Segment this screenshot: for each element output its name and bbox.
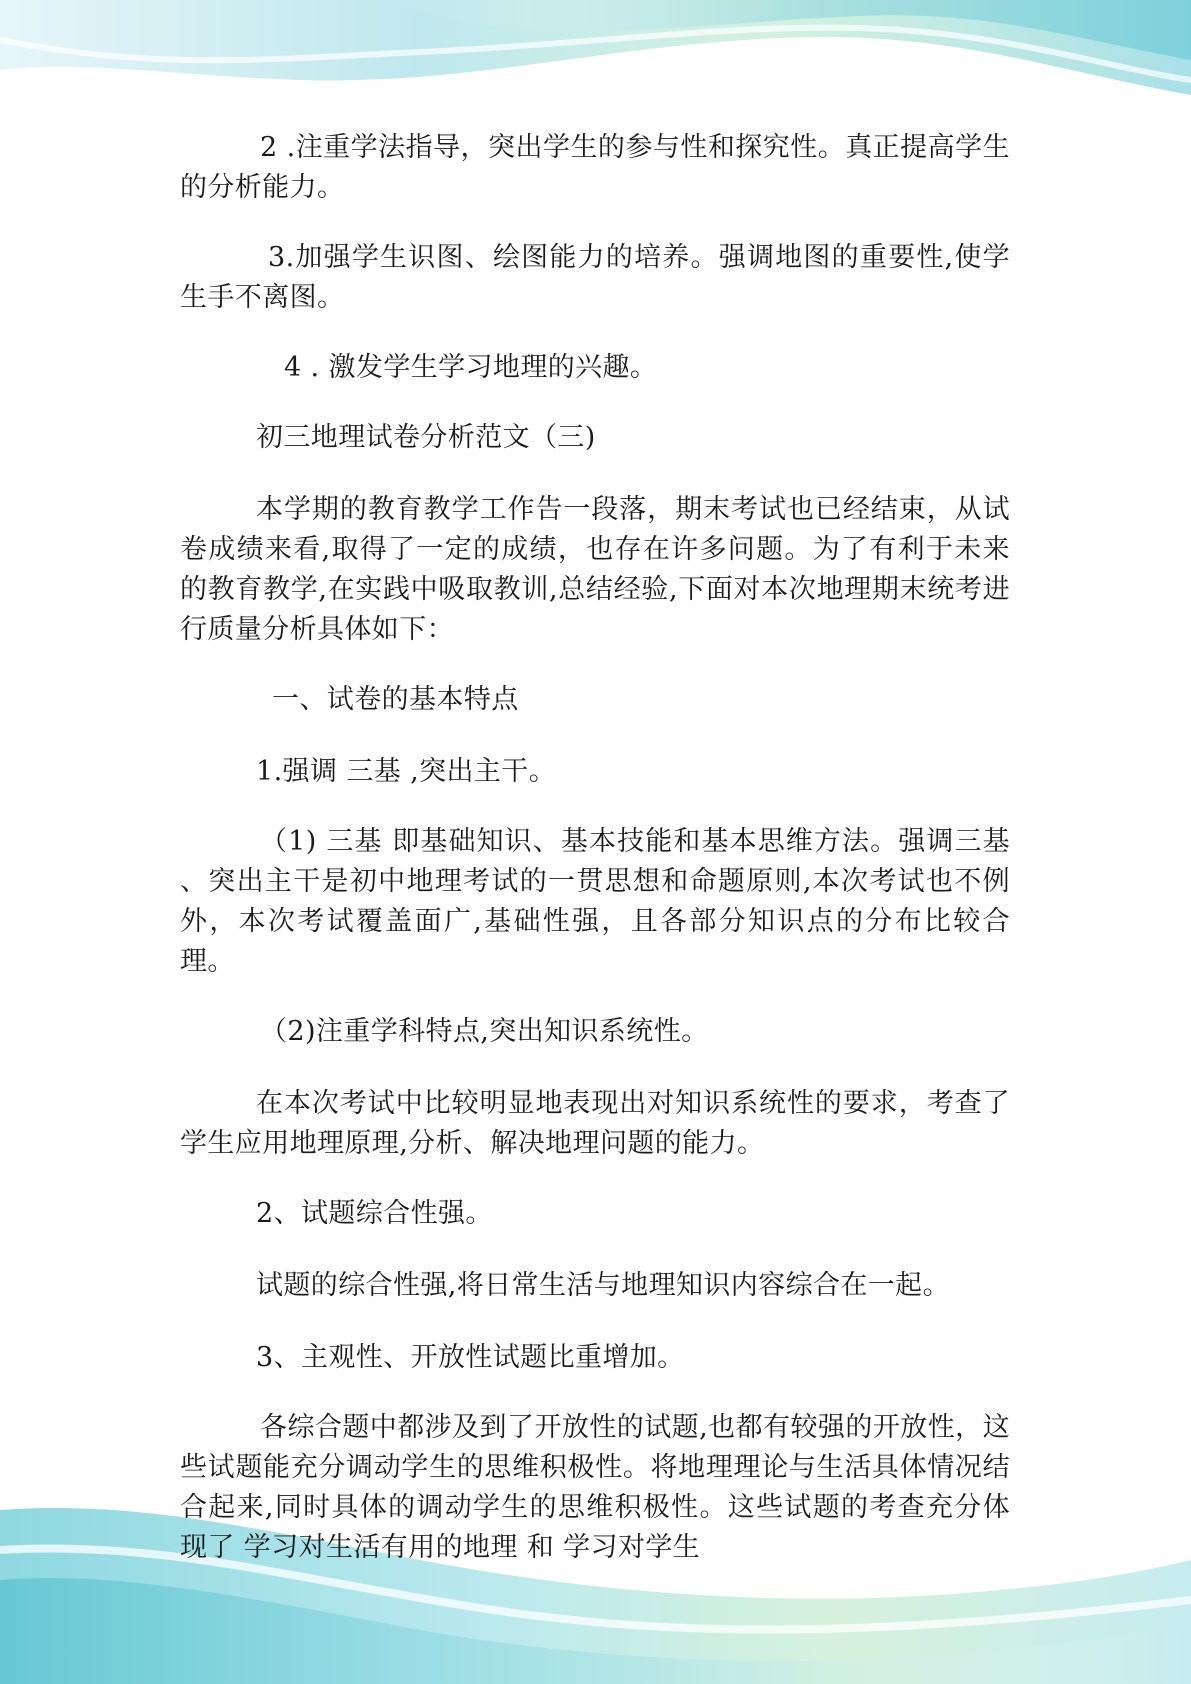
decorative-wave-top <box>0 0 1191 130</box>
paragraph-comprehensive: 试题的综合性强,将日常生活与地理知识内容综合在一起。 <box>256 1270 950 1301</box>
paragraph-systematic: 在本次考试中比较明显地表现出对知识系统性的要求，考查了学生应用地理原理,分析、解决地理问题的能力。 <box>180 1088 1010 1159</box>
paragraph-method-guidance: 2 .注重学法指导，突出学生的参与性和探究性。真正提高学生的分析能力。 <box>180 132 1010 203</box>
paragraph-interest: 4 . 激发学生学习地理的兴趣。 <box>284 352 658 383</box>
document-body <box>180 128 1010 1568</box>
subheading-systematic: （2)注重学科特点,突出知识系统性。 <box>260 1016 709 1047</box>
paragraph-three-basics: （1) 三基 即基础知识、基本技能和基本思维方法。强调三基 、突出主干是初中地理考试的一贯思想和命题原则,本次考试也不例外，本次考试覆盖面广,基础性强，且各部分知识点的分布比较合理。 <box>180 826 1010 977</box>
section-heading-sample-three: 初三地理试卷分析范文（三) <box>256 422 596 453</box>
subheading-comprehensive: 2、试题综合性强。 <box>256 1198 493 1229</box>
section-heading-features: 一、试卷的基本特点 <box>272 684 519 715</box>
paragraph-map-skills: 3.加强学生识图、绘图能力的培养。强调地图的重要性,使学生手不离图。 <box>180 242 1010 313</box>
subheading-three-basics: 1.强调 三基 ,突出主干。 <box>256 756 557 787</box>
paragraph-introduction: 本学期的教育教学工作告一段落，期末考试也已经结束，从试卷成绩来看,取得了一定的成绩，也存在许多问题。为了有利于未来的教育教学,在实践中吸取教训,总结经验,下面对本次地理期末统考进行质量分析具体如下： <box>180 494 1010 645</box>
subheading-open-questions: 3、主观性、开放性试题比重增加。 <box>256 1342 685 1373</box>
paragraph-open-questions: 各综合题中都涉及到了开放性的试题,也都有较强的开放性，这些试题能充分调动学生的思维积极性。将地理理论与生活具体情况结合起来,同时具体的调动学生的思维积极性。这些试题的考查充分体现了 学习对生活有用的地理 和 学习对学生 <box>180 1412 1010 1563</box>
